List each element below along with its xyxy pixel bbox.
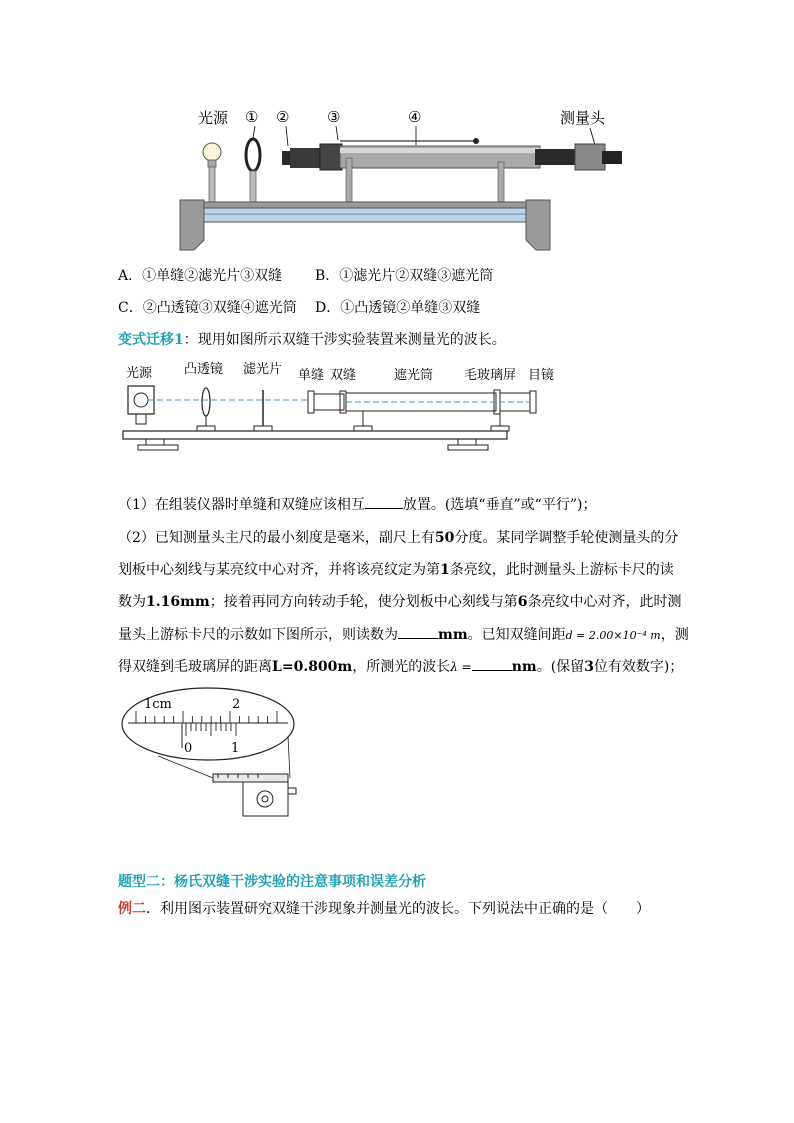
label-part-4: ④ [408,108,422,126]
label-double-slit: 双缝 [330,368,357,383]
question-2-line-2 [118,560,674,580]
label-convex-lens: 凸透镜 [184,362,224,377]
q2-l3-pre: 数为 [118,594,146,610]
q2-l4-d: d = 2.00×10⁻⁴ m [565,629,661,642]
shade-tube-icon [282,138,622,205]
q2-l4-mid: 。已知双缝间距 [467,627,566,643]
example-text: ．利用图示装置研究双缝干涉现象并测量光的波长。下列说法中正确的是（ ） [146,901,650,917]
measuring-head-device-icon [213,774,296,816]
q2-l3-num: 6 [517,594,528,610]
label-light-source-2: 光源 [126,366,153,381]
q2-l4-end: ，测 [660,627,689,643]
question-2-line-3 [118,592,681,612]
q2-l2-a: 划板中心刻线与某亮纹中心对齐，并将该亮纹定为第 [118,562,440,578]
q2-l3-val: 1.16mm [146,594,210,610]
q2-l4-pre: 量头上游标卡尺的示数如下图所示，则读数为 [118,627,398,643]
main-scale-label-2: 2 [232,697,241,712]
label-single-slit: 单缝 [298,368,325,383]
q2-l1-a: （2）已知测量头主尺的最小刻度是毫米，副尺上有 [118,530,435,546]
label-light-source: 光源 [198,109,229,127]
q1-text-before: （1）在组装仪器时单缝和双缝应该相互 [118,497,365,513]
q2-l4-unit: mm [438,627,468,643]
label-shade-tube: 遮光筒 [394,368,434,383]
light-bulb-icon [203,143,221,207]
example-line [118,899,650,919]
label-part-2: ② [276,108,290,126]
section-title: 题型二：杨氏双缝干涉实验的注意事项和误差分析 [118,874,426,890]
main-scale-label-1cm: 1cm [144,697,172,712]
example-label: 例二 [118,901,146,917]
q2-wavelength-blank[interactable] [472,656,512,671]
q2-l5-L: L=0.800m [272,659,353,675]
q2-l2-num: 1 [440,562,450,578]
q2-l1-end: 分度。某同学调整手轮使测量头的分 [454,530,679,546]
figure-3-vernier [118,686,298,818]
lens-ring-icon [246,139,260,207]
shade-tube-2-icon [308,390,536,431]
question-2-line-4 [118,624,689,646]
q2-l5-tail: 位有效数字)； [593,659,684,675]
figure-1-apparatus [170,100,640,255]
bench-2 [123,431,507,439]
question-2-line-5 [118,656,683,677]
q2-l5-lambda: λ = [450,660,472,674]
label-frosted-screen: 毛玻璃屏 [464,368,517,383]
label-measuring-head: 测量头 [560,109,606,127]
vernier-label-1: 1 [231,741,240,756]
variant-text: ：现用如图所示双缝干涉实验装置来测量光的波长。 [183,332,506,348]
label-eyepiece: 目镜 [528,368,555,383]
convex-lens-icon [202,388,210,416]
optical-bench [180,200,550,250]
option-a: A．①单缝②滤光片③双缝 [118,268,283,284]
q2-l5-mid: ，所测光的波长 [352,659,451,675]
q2-l5-unit: nm [511,659,537,675]
option-b: B．①滤光片②双缝③遮光筒 [315,268,494,284]
variant-title: 变式迁移1 [118,332,184,348]
question-2-line-1 [118,528,678,548]
q2-l5-end: 。(保留 [536,659,585,675]
label-filter: 滤光片 [243,362,283,377]
question-1 [118,494,596,515]
q1-text-after: 放置。(选填“垂直”或“平行”)； [402,497,597,513]
option-d: D．①凸透镜②单缝③双缝 [315,300,481,316]
q2-l5-pre: 得双缝到毛玻璃屏的距离 [118,659,272,675]
option-c: C．②凸透镜③双缝④遮光筒 [118,300,297,316]
q2-l1-num: 50 [434,530,455,546]
vernier-label-0: 0 [184,741,193,756]
figure-2-apparatus [118,358,568,458]
q2-reading-blank[interactable] [398,624,438,639]
variant-line [118,330,506,350]
q1-answer-blank[interactable] [365,494,403,509]
q2-l5-num: 3 [584,659,594,675]
q2-l2-end: 条亮纹，此时测量头上游标卡尺的读 [449,562,674,578]
q2-l3-end: 条亮纹中心对齐，此时测 [527,594,682,610]
q2-l3-mid: ；接着再同方向转动手轮，使分划板中心刻线与第 [209,594,518,610]
label-part-1: ① [245,108,259,126]
label-part-3: ③ [327,108,341,126]
